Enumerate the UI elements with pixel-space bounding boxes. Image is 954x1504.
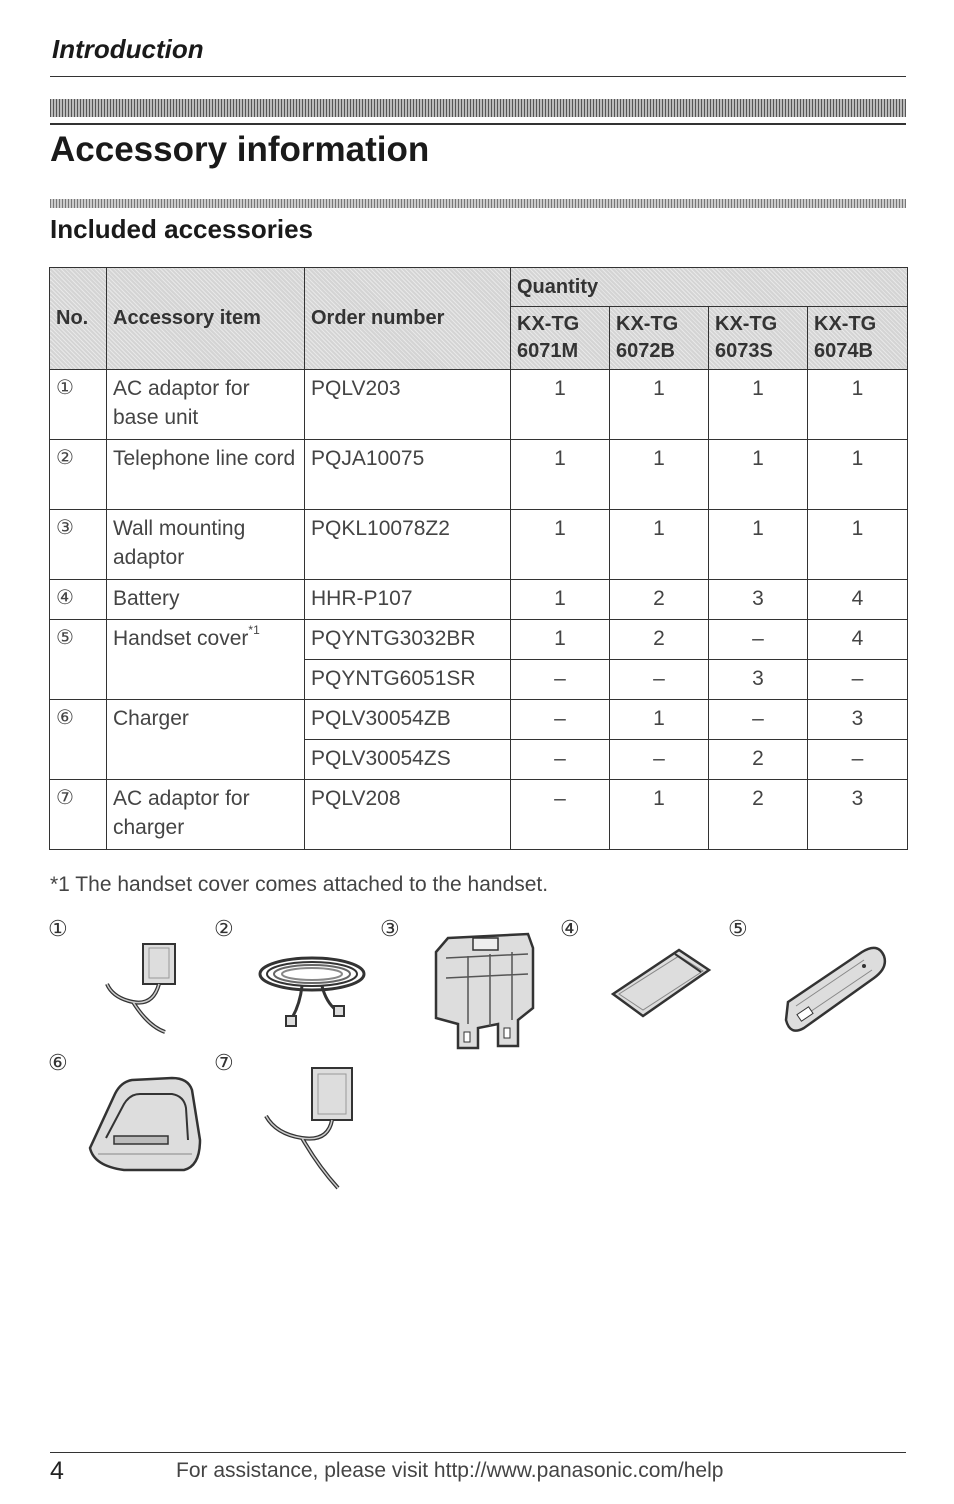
- battery-icon: [605, 944, 715, 1024]
- row-item: Wall mounting adaptor: [107, 510, 305, 580]
- title-rule: [50, 123, 906, 125]
- row-qty: –: [808, 740, 908, 780]
- illustration-6: [48, 1050, 208, 1180]
- row-order: PQYNTG6051SR: [305, 660, 511, 700]
- table-row: [50, 780, 908, 850]
- header-model: KX-TG 6073S: [709, 307, 808, 370]
- illustration-5: [728, 916, 906, 1046]
- footnote-ref: *1: [248, 623, 260, 637]
- row-no: ⑥: [50, 700, 107, 780]
- row-item: Handset cover$^{*1}$: [107, 620, 305, 700]
- row-order: PQKL10078Z2: [305, 510, 511, 580]
- header-quantity: Quantity: [511, 268, 908, 307]
- row-qty: –: [709, 700, 808, 740]
- illustration-label: ⑥: [48, 1050, 68, 1075]
- illustration-label: ①: [48, 916, 68, 941]
- row-no: ③: [50, 510, 107, 580]
- footer-text: For assistance, please visit http://www.panasonic.com/help: [176, 1459, 724, 1482]
- row-no: ⑤: [50, 620, 107, 700]
- table-row: [50, 580, 908, 620]
- illustration-3: [380, 916, 550, 1056]
- illustration-2: [214, 916, 374, 1036]
- table-row: [50, 700, 908, 740]
- row-qty: 1: [610, 510, 709, 580]
- header-no: No.: [50, 268, 107, 370]
- row-no: ②: [50, 440, 107, 510]
- row-item: Charger: [107, 700, 305, 780]
- illustration-label: ⑤: [728, 916, 748, 941]
- row-item: Telephone line cord: [107, 440, 305, 510]
- row-no: ⑦: [50, 780, 107, 850]
- header-model: KX-TG 6074B: [808, 307, 908, 370]
- row-qty: –: [511, 740, 610, 780]
- row-qty: –: [610, 660, 709, 700]
- row-qty: 4: [808, 620, 908, 660]
- row-order: PQLV208: [305, 780, 511, 850]
- row-qty: 2: [610, 620, 709, 660]
- row-qty: 1: [511, 370, 610, 440]
- row-qty: 1: [610, 440, 709, 510]
- header-order: Order number: [305, 268, 511, 370]
- row-item: AC adaptor for base unit: [107, 370, 305, 440]
- row-item: AC adaptor for charger: [107, 780, 305, 850]
- row-order: PQJA10075: [305, 440, 511, 510]
- row-order: HHR-P107: [305, 580, 511, 620]
- row-qty: –: [808, 660, 908, 700]
- row-qty: 4: [808, 580, 908, 620]
- illustration-label: ④: [560, 916, 580, 941]
- table-row: [50, 440, 908, 510]
- row-qty: 2: [610, 580, 709, 620]
- page-title: Accessory information: [50, 130, 430, 169]
- row-qty: –: [511, 700, 610, 740]
- footnote: *1 The handset cover comes attached to the handset.: [50, 873, 549, 896]
- row-qty: 2: [709, 740, 808, 780]
- row-qty: 1: [808, 510, 908, 580]
- title-band: [50, 99, 906, 117]
- table-row: [50, 370, 908, 440]
- row-order: PQYNTG3032BR: [305, 620, 511, 660]
- illustration-1: [48, 916, 208, 1036]
- row-qty: –: [511, 780, 610, 850]
- row-order: PQLV203: [305, 370, 511, 440]
- row-qty: 3: [709, 580, 808, 620]
- phone-cord-icon: [252, 944, 382, 1034]
- row-qty: 1: [511, 580, 610, 620]
- ac-adaptor-charger-icon: [256, 1062, 376, 1197]
- row-qty: 1: [808, 370, 908, 440]
- header-model: KX-TG 6071M: [511, 307, 610, 370]
- row-order: PQLV30054ZS: [305, 740, 511, 780]
- page-number: 4: [50, 1457, 64, 1485]
- illustration-7: [214, 1050, 374, 1200]
- subtitle-band: [50, 199, 906, 208]
- header-rule: [50, 76, 906, 77]
- accessory-table: [49, 267, 908, 850]
- row-qty: 3: [808, 780, 908, 850]
- row-qty: 1: [709, 440, 808, 510]
- header-item: Accessory item: [107, 268, 305, 370]
- row-qty: 1: [610, 370, 709, 440]
- ac-adaptor-icon: [93, 936, 193, 1036]
- row-qty: 1: [709, 510, 808, 580]
- row-no: ④: [50, 580, 107, 620]
- charger-icon: [84, 1070, 214, 1180]
- section-label: Introduction: [52, 34, 204, 64]
- illustration-label: ⑦: [214, 1050, 234, 1075]
- footer-rule: [50, 1452, 906, 1453]
- row-qty: –: [709, 620, 808, 660]
- row-qty: 3: [808, 700, 908, 740]
- row-qty: –: [610, 740, 709, 780]
- wall-mount-icon: [428, 928, 543, 1053]
- row-qty: 1: [511, 620, 610, 660]
- table-row: [50, 620, 908, 660]
- illustration-label: ③: [380, 916, 400, 941]
- table-header-row: [50, 268, 908, 307]
- illustration-4: [560, 916, 730, 1036]
- row-qty: 2: [709, 780, 808, 850]
- header-model: KX-TG 6072B: [610, 307, 709, 370]
- row-order: PQLV30054ZB: [305, 700, 511, 740]
- row-item: Battery: [107, 580, 305, 620]
- row-qty: 1: [610, 700, 709, 740]
- handset-cover-icon: [778, 940, 898, 1040]
- subtitle: Included accessories: [50, 214, 314, 244]
- row-no: ①: [50, 370, 107, 440]
- row-qty: 1: [511, 440, 610, 510]
- illustration-label: ②: [214, 916, 234, 941]
- row-qty: –: [511, 660, 610, 700]
- row-qty: 3: [709, 660, 808, 700]
- row-qty: 1: [511, 510, 610, 580]
- table-row: [50, 510, 908, 580]
- row-qty: 1: [610, 780, 709, 850]
- row-qty: 1: [808, 440, 908, 510]
- row-qty: 1: [709, 370, 808, 440]
